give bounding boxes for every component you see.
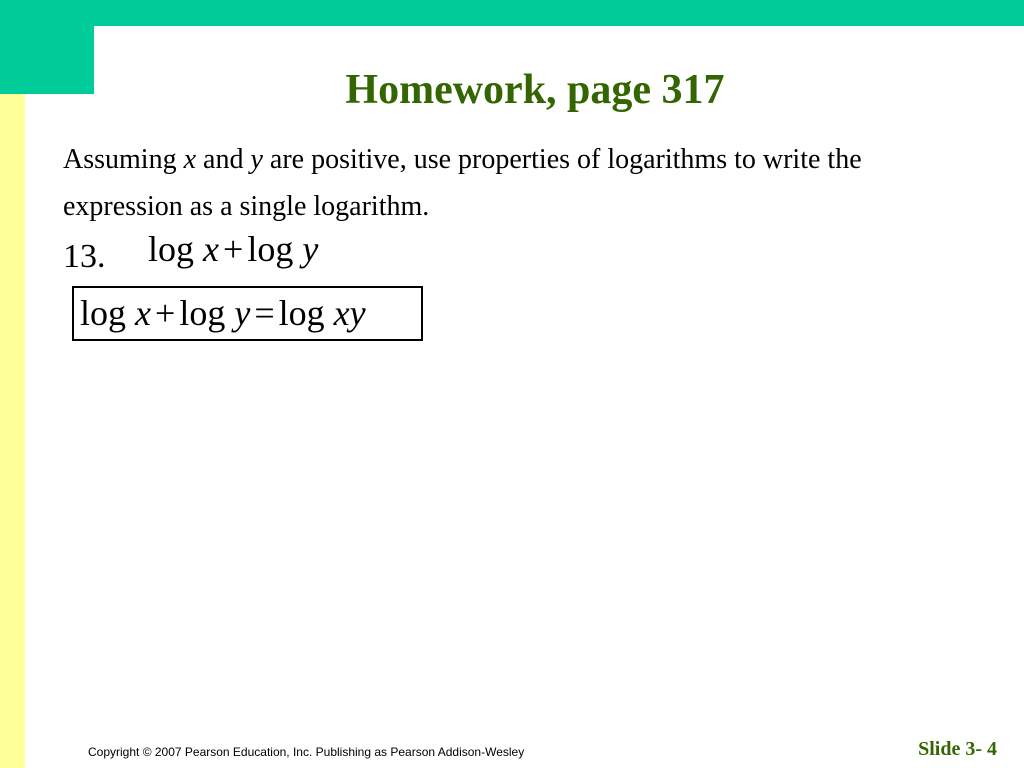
plus-sign: +: [155, 293, 176, 333]
instruction-var-x: x: [183, 144, 197, 175]
variable-y: y: [302, 229, 319, 269]
copyright-notice: Copyright © 2007 Pearson Education, Inc. Publishing as Pearson Addison-Wesley: [88, 745, 525, 759]
instruction-segment: Assuming: [63, 144, 184, 175]
problem-expression: [148, 228, 318, 270]
slide-number: Slide 3- 4: [918, 738, 997, 760]
variable-y: y: [234, 293, 251, 333]
equals-sign: =: [254, 293, 275, 333]
problem-number: 13.: [63, 238, 106, 275]
answer-expression: [80, 293, 366, 333]
variable-x: x: [135, 293, 151, 333]
instruction-var-y: y: [250, 144, 263, 175]
log-function: log: [278, 293, 325, 333]
plus-sign: +: [223, 229, 244, 269]
log-function: log: [247, 229, 294, 269]
log-function: log: [179, 293, 226, 333]
log-function: log: [148, 229, 195, 269]
slide-title: Homework, page 317: [345, 67, 725, 113]
top-accent-bar: [0, 0, 1024, 26]
instruction-segment: are positive, use properties of logarithms to write the expression as a single logarithm.: [63, 144, 862, 222]
variable-xy: xy: [333, 293, 366, 333]
instruction-text: [63, 136, 963, 230]
log-function: log: [80, 293, 127, 333]
variable-x: x: [203, 229, 219, 269]
left-accent-strip: [0, 0, 25, 768]
instruction-segment: and: [196, 144, 251, 175]
answer-box: [72, 286, 423, 341]
